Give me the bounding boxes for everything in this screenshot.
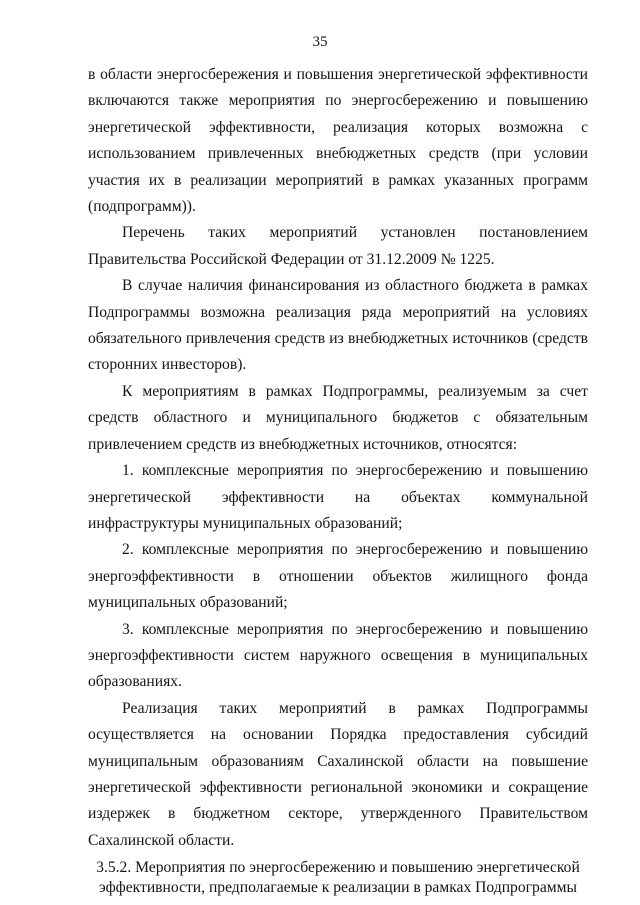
document-body	[88, 62, 588, 898]
paragraph-regional-funding: В случае наличия финансирования из областного бюджета в рамках Подпрограммы возможна реализация ряда мероприятий на условиях обязательного привлечения средств из внебюджетных источников (средств сторонних инвесторов).	[88, 277, 588, 374]
list-item-communal-infrastructure: 1. комплексные мероприятия по энергосбережению и повышению энергетической эффективности на объектах коммунальной инфраструктуры муниципальных образований;	[88, 462, 588, 532]
section-heading: 3.5.2. Мероприятия по энергосбережению и повышению энергетической эффективности, предполагаемые к реализации в рамках Подпрограммы	[96, 859, 580, 897]
paragraph-measures-intro: К мероприятиям в рамках Подпрограммы, реализуемым за счет средств областного и муниципального бюджетов с обязательным привлечением средств из внебюджетных источников, относятся:	[88, 382, 588, 453]
paragraph-subsidy-procedure: Реализация таких мероприятий в рамках Подпрограммы осуществляется на основании Порядка предоставления субсидий муниципальным образованиям Сахалинской области на повышение энергетической эффективности региональной экономики и сокращение издержек в бюджетном секторе, утвержденного Правительством Сахалинской области.	[88, 699, 588, 849]
list-item-outdoor-lighting: 3. комплексные мероприятия по энергосбережению и повышению энергоэффективности систем наружного освещения в муниципальных образованиях.	[88, 620, 588, 691]
paragraph-list-decree: Перечень таких мероприятий установлен постановлением Правительства Российской Федерации от 31.12.2009 № 1225.	[88, 224, 588, 268]
list-item-housing-stock: 2. комплексные мероприятия по энергосбережению и повышению энергоэффективности в отношении объектов жилищного фонда муниципальных образований;	[88, 541, 588, 612]
page-number: 35	[312, 34, 328, 50]
paragraph-continuation: в области энергосбережения и повышения энергетической эффективности включаются также мероприятия по энергосбережению и повышению энергетической эффективности, реализация которых возможна с использованием привлеченных внебюджетных средств (при условии участия их в реализации мероприятий в рамках указанных программ (подпрограмм)).	[88, 66, 588, 216]
